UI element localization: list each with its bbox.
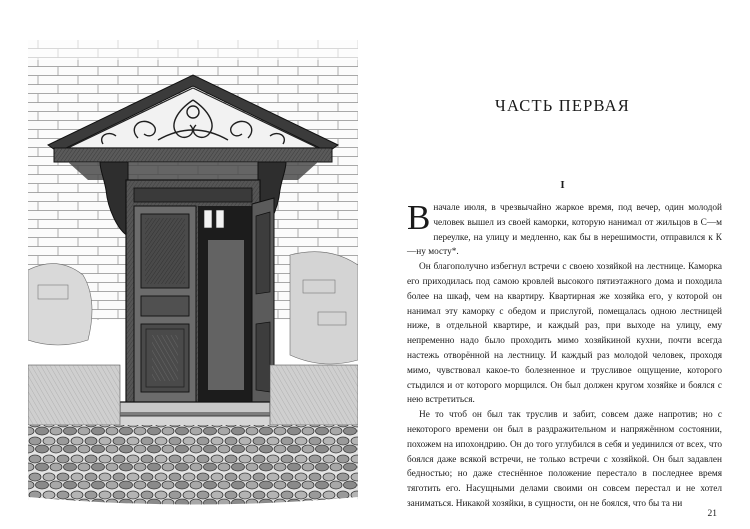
body-text bbox=[407, 198, 722, 512]
door-leaf-left bbox=[134, 206, 196, 402]
cobblestone-pavement bbox=[28, 425, 358, 508]
plaster-patch-left bbox=[28, 264, 92, 345]
paragraph bbox=[407, 198, 722, 260]
part-title: ЧАСТЬ ПЕРВАЯ bbox=[495, 96, 630, 115]
plaster-patch-right bbox=[290, 252, 358, 364]
drop-cap: В bbox=[407, 198, 431, 237]
paragraph-text: начале июля, в чрезвычайно жаркое время, под вечер, один молодой человек вышел из своей каморки, которую нанимал от жильцов в С—м переулке, на улицу и медленно, как бы в нерешимости, отправился к К—ну мосту*. bbox=[407, 203, 722, 258]
paragraph: Он благополучно избегнул встречи с своею хозяйкой на лестнице. Каморка его приходилась под самою кровлей высокого пятиэтажного дома и походила более на шкаф, чем на квартиру. Квартирная же хозяйка его, у которой он нанимал эту каморку с обедом и прислугой, помещалась одною лестницей ниже, в отдельной квартире, и каждый раз, при выходе на улицу, ему непременно надо было проходить мимо хозяйкиной кухни, почти всегда настежь отворённой на лестницу. И каждый раз молодой человек, проходя мимо, чувствовал какое-то болезненное и трусливое ощущение, которого стыдился и от которого морщился. Он был должен кругом хозяйке и боялся с нею встретиться. bbox=[407, 262, 722, 406]
chapter-number: I bbox=[560, 179, 565, 191]
paragraph: Не то чтоб он был так труслив и забит, совсем даже напротив; но с некоторого времени он был в раздражительном и напряжённом состоянии, похожем на ипохондрию. Он до того углубился в себя и уединился от всех, что боялся даже всякой встречи, не только встречи с хозяйкой. Он был задавлен бедностью; но даже стеснённое положение перестало в последнее время тяготить его. Насущными делами своими он совсем перестал и не хотел заниматься. Никакой хозяйки, в сущности, он не боялся, что бы та ни bbox=[407, 410, 722, 509]
page-number: 21 bbox=[707, 509, 717, 519]
doorway-illustration bbox=[28, 40, 358, 510]
right-page bbox=[375, 0, 750, 529]
